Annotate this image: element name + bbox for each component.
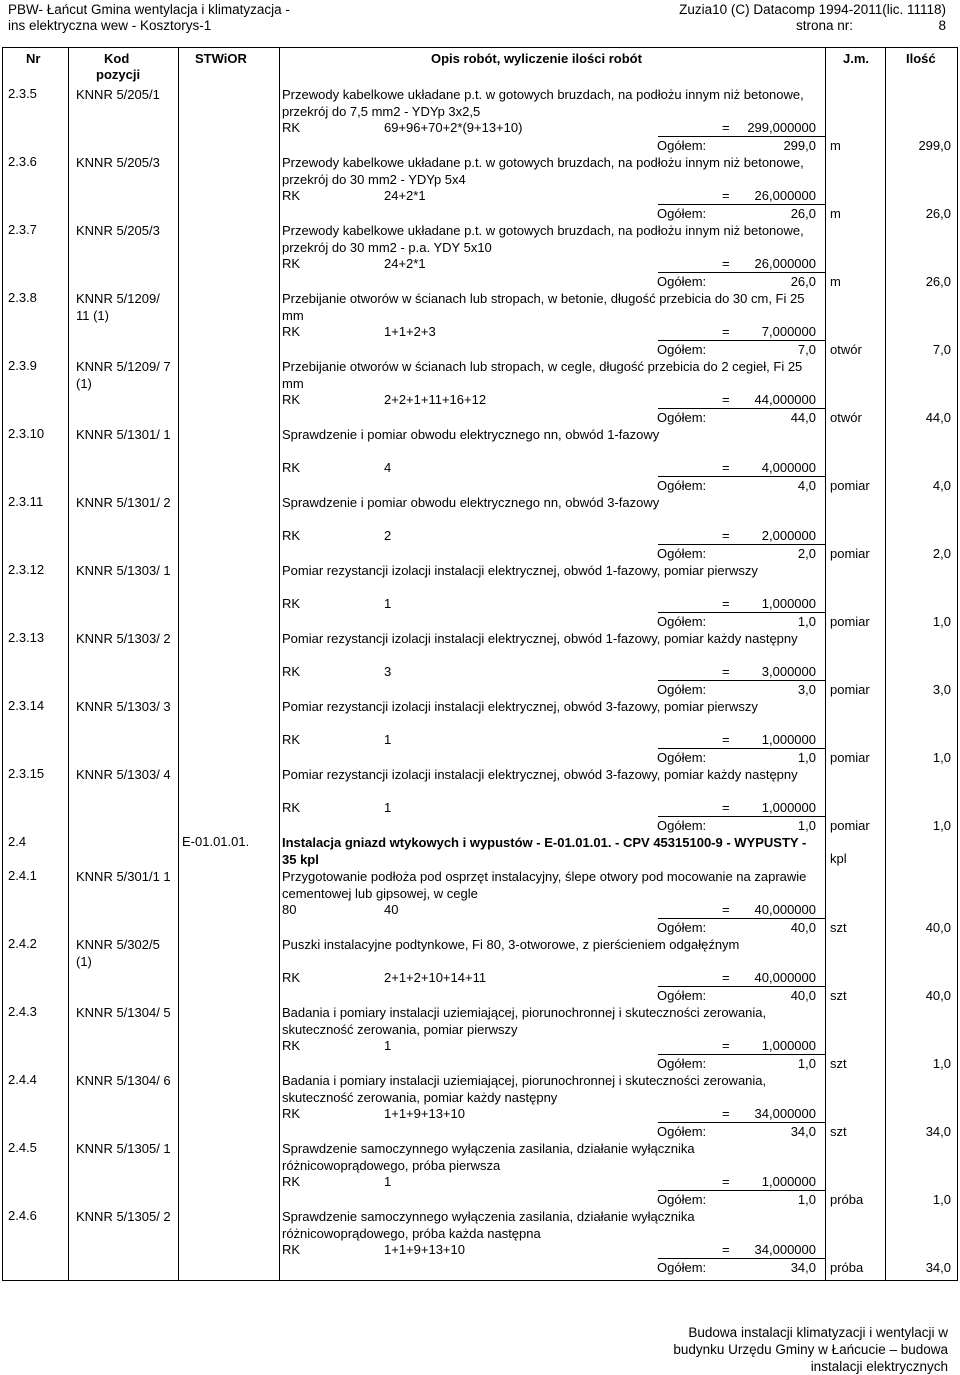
row-rk-label: RK: [282, 1242, 301, 1257]
row-total-label: Ogółem:: [657, 546, 707, 561]
row-number: 2.4.6: [8, 1208, 37, 1223]
row-description: Pomiar rezystancji izolacji instalacji elektrycznej, obwód 3-fazowy, pomiar każdy następny: [282, 767, 798, 782]
row-rk-expression: 1: [384, 800, 392, 815]
row-code: KNNR 5/1305/ 2: [76, 1209, 171, 1224]
row-unit: pomiar: [830, 682, 870, 697]
row-rk-expression: 40: [384, 902, 399, 917]
row-number: 2.3.8: [8, 290, 37, 305]
row-total-underline: [658, 408, 825, 409]
row-total-underline: [658, 986, 825, 987]
row-unit: szt: [830, 1056, 847, 1071]
row-equals-sign: =: [722, 256, 730, 271]
row-total-underline: [658, 272, 825, 273]
row-equals-sign: =: [722, 800, 730, 815]
row-code: KNNR 5/205/1: [76, 87, 160, 102]
row-quantity: 40,0: [925, 988, 951, 1003]
row-rk-expression: 1: [384, 732, 392, 747]
row-unit: pomiar: [830, 478, 870, 493]
row-rk-value: 40,000000: [754, 902, 816, 917]
row-number: 2.4.4: [8, 1072, 37, 1087]
row-number: 2.3.6: [8, 154, 37, 169]
row-total-label: Ogółem:: [657, 988, 707, 1003]
row-rk-value: 1,000000: [761, 732, 816, 747]
row-description: Badania i pomiary instalacji uziemiającej, piorunochronnej i skuteczności zerowania, skuteczność zerowania, pomiar pierwszy: [282, 1005, 767, 1037]
row-description: Sprawdzenie i pomiar obwodu elektrycznego nn, obwód 3-fazowy: [282, 495, 660, 510]
row-equals-sign: =: [722, 732, 730, 747]
row-description: Przewody kabelkowe układane p.t. w gotowych bruzdach, na podłożu innym niż betonowe, przekrój do 30 mm2 - p.a. YDY 5x10: [282, 223, 804, 255]
row-total-underline: [658, 816, 825, 817]
col-stwior-header: STWiOR: [195, 51, 247, 66]
header-software-info: Zuzia10 (C) Datacomp 1994-2011(lic. 11118): [679, 2, 946, 17]
row-number: 2.4.5: [8, 1140, 37, 1155]
row-rk-label: RK: [282, 324, 301, 339]
row-unit: kpl: [830, 851, 847, 866]
row-total-value: 4,0: [797, 478, 816, 493]
row-equals-sign: =: [722, 1038, 730, 1053]
col-border: [885, 47, 886, 1280]
row-quantity: 40,0: [925, 920, 951, 935]
row-code: KNNR 5/1303/ 4: [76, 767, 171, 782]
row-total-label: Ogółem:: [657, 138, 707, 153]
col-nr-header: Nr: [26, 51, 41, 66]
row-total-underline: [658, 918, 825, 919]
row-total-underline: [658, 680, 825, 681]
row-rk-expression: 1: [384, 1174, 392, 1189]
row-code: KNNR 5/1301/ 2: [76, 495, 171, 510]
row-total-label: Ogółem:: [657, 274, 707, 289]
row-total-value: 40,0: [790, 920, 816, 935]
row-rk-expression: 69+96+70+2*(9+13+10): [384, 120, 523, 135]
row-quantity: 1,0: [932, 1192, 951, 1207]
row-rk-expression: 1+1+9+13+10: [384, 1106, 465, 1121]
row-unit: m: [830, 206, 841, 221]
row-description: Pomiar rezystancji izolacji instalacji elektrycznej, obwód 1-fazowy, pomiar każdy następny: [282, 631, 798, 646]
row-quantity: 44,0: [925, 410, 951, 425]
row-total-value: 7,0: [797, 342, 816, 357]
row-total-label: Ogółem:: [657, 478, 707, 493]
row-code: KNNR 5/1303/ 3: [76, 699, 171, 714]
row-number: 2.3.12: [8, 562, 45, 577]
row-code: KNNR 5/1305/ 1: [76, 1141, 171, 1156]
row-rk-value: 34,000000: [754, 1106, 816, 1121]
row-rk-value: 4,000000: [761, 460, 816, 475]
row-total-underline: [658, 1054, 825, 1055]
row-description: Przewody kabelkowe układane p.t. w gotowych bruzdach, na podłożu innym niż betonowe, przekrój do 7,5 mm2 - YDYp 3x2,5: [282, 87, 804, 119]
col-border: [825, 47, 826, 1280]
row-rk-label: RK: [282, 460, 301, 475]
row-unit: otwór: [830, 342, 862, 357]
row-total-value: 44,0: [790, 410, 816, 425]
row-unit: szt: [830, 920, 847, 935]
row-description: Pomiar rezystancji izolacji instalacji elektrycznej, obwód 1-fazowy, pomiar pierwszy: [282, 563, 758, 578]
row-rk-label: RK: [282, 800, 301, 815]
row-description: Sprawdzenie samoczynnego wyłączenia zasilania, działanie wyłącznika różnicowoprądowego, próba każda następna: [282, 1209, 695, 1241]
row-total-value: 3,0: [797, 682, 816, 697]
row-quantity: 26,0: [925, 274, 951, 289]
row-code: KNNR 5/1209/ 7 (1): [76, 359, 171, 391]
row-quantity: 1,0: [932, 614, 951, 629]
row-rk-label: RK: [282, 1106, 301, 1121]
row-rk-expression: 2: [384, 528, 392, 543]
row-rk-value: 2,000000: [761, 528, 816, 543]
row-total-label: Ogółem:: [657, 1056, 707, 1071]
row-rk-label: 80: [282, 902, 297, 917]
row-unit: pomiar: [830, 750, 870, 765]
col-border: [178, 47, 179, 1280]
row-unit: m: [830, 138, 841, 153]
row-equals-sign: =: [722, 392, 730, 407]
row-total-underline: [658, 612, 825, 613]
row-total-label: Ogółem:: [657, 206, 707, 221]
col-kod-header: Kod: [104, 51, 130, 66]
row-quantity: 1,0: [932, 818, 951, 833]
row-quantity: 26,0: [925, 206, 951, 221]
row-number: 2.3.5: [8, 86, 37, 101]
row-equals-sign: =: [722, 460, 730, 475]
row-code: KNNR 5/1303/ 2: [76, 631, 171, 646]
col-border: [957, 47, 958, 1280]
col-jm-header: J.m.: [843, 51, 870, 66]
row-equals-sign: =: [722, 902, 730, 917]
row-rk-value: 3,000000: [761, 664, 816, 679]
row-total-underline: [658, 1122, 825, 1123]
row-code: KNNR 5/205/3: [76, 155, 160, 170]
row-quantity: 3,0: [932, 682, 951, 697]
row-rk-value: 40,000000: [754, 970, 816, 985]
row-total-label: Ogółem:: [657, 920, 707, 935]
row-rk-expression: 4: [384, 460, 392, 475]
row-total-value: 299,0: [783, 138, 816, 153]
row-rk-expression: 1: [384, 1038, 392, 1053]
row-unit: próba: [830, 1260, 864, 1275]
row-rk-label: RK: [282, 256, 301, 271]
row-rk-value: 1,000000: [761, 800, 816, 815]
row-rk-value: 1,000000: [761, 596, 816, 611]
footer-line2: budynku Urzędu Gminy w Łańcucie – budowa: [673, 1342, 948, 1357]
row-total-value: 2,0: [797, 546, 816, 561]
col-opis-header: Opis robót, wyliczenie ilości robót: [431, 51, 642, 66]
row-equals-sign: =: [722, 970, 730, 985]
row-description: Przewody kabelkowe układane p.t. w gotowych bruzdach, na podłożu innym niż betonowe, przekrój do 30 mm2 - YDYp 5x4: [282, 155, 804, 187]
row-quantity: 4,0: [932, 478, 951, 493]
row-unit: pomiar: [830, 546, 870, 561]
row-rk-label: RK: [282, 392, 301, 407]
row-rk-expression: 1+1+2+3: [384, 324, 436, 339]
row-unit: otwór: [830, 410, 862, 425]
row-code: KNNR 5/1301/ 1: [76, 427, 171, 442]
row-total-underline: [658, 748, 825, 749]
row-unit: próba: [830, 1192, 864, 1207]
row-rk-label: RK: [282, 188, 301, 203]
row-quantity: 1,0: [932, 750, 951, 765]
footer-line3: instalacji elektrycznych: [810, 1359, 948, 1374]
row-unit: szt: [830, 988, 847, 1003]
col-border: [2, 47, 3, 1280]
row-rk-expression: 24+2*1: [384, 256, 426, 271]
row-quantity: 1,0: [932, 1056, 951, 1071]
table-bottom-border: [2, 1280, 958, 1281]
row-number: 2.3.7: [8, 222, 37, 237]
footer-line1: Budowa instalacji klimatyzacji i wentylacji w: [688, 1325, 948, 1340]
row-rk-label: RK: [282, 596, 301, 611]
row-quantity: 299,0: [918, 138, 951, 153]
row-description: Przebijanie otworów w ścianach lub stropach, w cegle, długość przebicia do 2 cegieł, Fi 25 mm: [282, 359, 803, 391]
row-code: KNNR 5/205/3: [76, 223, 160, 238]
row-description: Przebijanie otworów w ścianach lub stropach, w betonie, długość przebicia do 30 cm, Fi 25 mm: [282, 291, 805, 323]
row-stwior: E-01.01.01.: [182, 834, 250, 849]
row-description: Instalacja gniazd wtykowych i wypustów - E-01.01.01. - CPV 45315100-9 - WYPUSTY - 35 kpl: [282, 835, 807, 867]
row-equals-sign: =: [722, 1242, 730, 1257]
row-rk-label: RK: [282, 664, 301, 679]
row-total-label: Ogółem:: [657, 1192, 707, 1207]
row-rk-label: RK: [282, 1038, 301, 1053]
row-rk-expression: 2+2+1+11+16+12: [384, 392, 487, 407]
row-rk-value: 44,000000: [754, 392, 816, 407]
row-total-underline: [658, 476, 825, 477]
row-equals-sign: =: [722, 528, 730, 543]
row-rk-value: 26,000000: [754, 256, 816, 271]
row-unit: pomiar: [830, 818, 870, 833]
row-total-label: Ogółem:: [657, 1124, 707, 1139]
row-code: KNNR 5/1304/ 5: [76, 1005, 171, 1020]
page-number-label: strona nr:: [796, 18, 854, 33]
table-top-border: [2, 47, 957, 48]
row-total-value: 34,0: [790, 1260, 816, 1275]
row-rk-label: RK: [282, 120, 301, 135]
row-equals-sign: =: [722, 120, 730, 135]
row-total-value: 1,0: [797, 750, 816, 765]
row-total-label: Ogółem:: [657, 410, 707, 425]
row-total-value: 1,0: [797, 818, 816, 833]
row-unit: szt: [830, 1124, 847, 1139]
header-title-line1: PBW- Łańcut Gmina wentylacja i klimatyzacja -: [8, 2, 290, 17]
row-equals-sign: =: [722, 1174, 730, 1189]
row-number: 2.3.10: [8, 426, 45, 441]
row-unit: pomiar: [830, 614, 870, 629]
row-number: 2.3.11: [8, 494, 44, 509]
col-border: [279, 47, 280, 1280]
row-rk-value: 1,000000: [761, 1174, 816, 1189]
row-total-value: 34,0: [790, 1124, 816, 1139]
row-rk-label: RK: [282, 1174, 301, 1189]
row-description: Przygotowanie podłoża pod osprzęt instalacyjny, ślepe otwory pod mocowanie na zaprawie cementowej lub gipsowej, w cegle: [282, 869, 807, 901]
row-rk-label: RK: [282, 732, 301, 747]
row-total-value: 26,0: [790, 274, 816, 289]
row-equals-sign: =: [722, 664, 730, 679]
row-rk-expression: 1+1+9+13+10: [384, 1242, 465, 1257]
row-number: 2.4.1: [8, 868, 37, 883]
row-total-value: 40,0: [790, 988, 816, 1003]
row-rk-expression: 3: [384, 664, 392, 679]
row-rk-expression: 24+2*1: [384, 188, 426, 203]
row-rk-value: 34,000000: [754, 1242, 816, 1257]
col-ilosc-header: Ilość: [906, 51, 936, 66]
page-number: 8: [938, 18, 946, 33]
row-unit: m: [830, 274, 841, 289]
row-code: KNNR 5/1209/ 11 (1): [76, 291, 160, 323]
row-number: 2.3.13: [8, 630, 45, 645]
row-total-label: Ogółem:: [657, 750, 707, 765]
row-total-label: Ogółem:: [657, 818, 707, 833]
row-number: 2.4: [8, 834, 27, 849]
row-rk-value: 7,000000: [761, 324, 816, 339]
row-code: KNNR 5/1303/ 1: [76, 563, 171, 578]
row-total-value: 26,0: [790, 206, 816, 221]
row-number: 2.3.14: [8, 698, 45, 713]
row-equals-sign: =: [722, 596, 730, 611]
row-rk-expression: 2+1+2+10+14+11: [384, 970, 487, 985]
row-total-underline: [658, 544, 825, 545]
row-total-label: Ogółem:: [657, 682, 707, 697]
row-quantity: 34,0: [925, 1260, 951, 1275]
row-equals-sign: =: [722, 324, 730, 339]
row-total-underline: [658, 1190, 825, 1191]
row-number: 2.4.2: [8, 936, 37, 951]
col-border: [68, 47, 69, 1280]
row-rk-label: RK: [282, 970, 301, 985]
row-total-value: 1,0: [797, 1192, 816, 1207]
row-description: Puszki instalacyjne podtynkowe, Fi 80, 3-otworowe, z pierścieniem odgałęźnym: [282, 937, 740, 952]
row-total-value: 1,0: [797, 1056, 816, 1071]
row-total-label: Ogółem:: [657, 342, 707, 357]
row-code: KNNR 5/302/5 (1): [76, 937, 160, 969]
row-description: Sprawdzenie i pomiar obwodu elektrycznego nn, obwód 1-fazowy: [282, 427, 660, 442]
row-description: Pomiar rezystancji izolacji instalacji elektrycznej, obwód 3-fazowy, pomiar pierwszy: [282, 699, 758, 714]
row-description: Sprawdzenie samoczynnego wyłączenia zasilania, działanie wyłącznika różnicowoprądowego, próba pierwsza: [282, 1141, 695, 1173]
row-number: 2.4.3: [8, 1004, 37, 1019]
row-total-underline: [658, 1258, 825, 1259]
row-total-label: Ogółem:: [657, 1260, 707, 1275]
row-description: Badania i pomiary instalacji uziemiającej, piorunochronnej i skuteczności zerowania, skuteczność zerowania, pomiar każdy następny: [282, 1073, 767, 1105]
row-equals-sign: =: [722, 188, 730, 203]
row-quantity: 34,0: [925, 1124, 951, 1139]
row-number: 2.3.9: [8, 358, 37, 373]
row-total-underline: [658, 204, 825, 205]
row-rk-value: 26,000000: [754, 188, 816, 203]
table-header: [0, 49, 960, 85]
row-rk-value: 299,000000: [747, 120, 816, 135]
header-title-line2: ins elektryczna wew - Kosztorys-1: [8, 18, 212, 33]
row-rk-label: RK: [282, 528, 301, 543]
row-quantity: 7,0: [932, 342, 951, 357]
row-quantity: 2,0: [932, 546, 951, 561]
col-kod-header-line2: pozycji: [96, 67, 141, 82]
row-rk-expression: 1: [384, 596, 392, 611]
row-equals-sign: =: [722, 1106, 730, 1121]
row-rk-value: 1,000000: [761, 1038, 816, 1053]
row-code: KNNR 5/301/1 1: [76, 869, 171, 884]
row-total-underline: [658, 340, 825, 341]
row-number: 2.3.15: [8, 766, 45, 781]
row-code: KNNR 5/1304/ 6: [76, 1073, 171, 1088]
row-total-underline: [658, 136, 825, 137]
row-total-value: 1,0: [797, 614, 816, 629]
row-total-label: Ogółem:: [657, 614, 707, 629]
